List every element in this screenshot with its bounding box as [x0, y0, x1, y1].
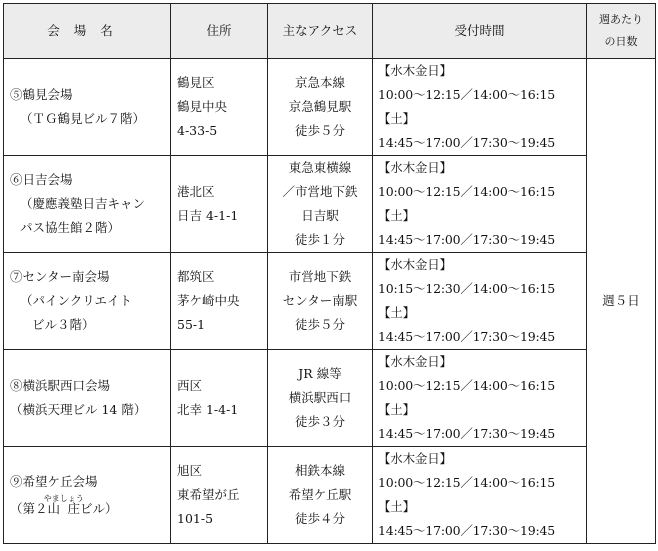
- address-cell: [171, 156, 268, 253]
- access-cell: [268, 156, 373, 253]
- address-ward: 港北区: [177, 184, 215, 199]
- header-hours: 受付時間: [373, 4, 587, 59]
- venue-cell: [4, 350, 171, 447]
- venue-building: （横浜天理ビル 14 階）: [10, 402, 147, 417]
- table-row-hiyoshi: [4, 156, 656, 253]
- venue-building: [10, 494, 170, 521]
- venue-name: ⑨希望ケ丘会場: [10, 473, 98, 489]
- access-line: 京急本線: [294, 75, 345, 90]
- header-address: 住所: [171, 4, 268, 59]
- address-town: 鶴見中央: [177, 99, 228, 114]
- address-number: 55-1: [177, 317, 206, 332]
- hours-weekday-time: 10:00～12:15／14:00～16:15: [378, 475, 555, 490]
- address-town: 北幸 1-4-1: [177, 402, 239, 417]
- hours-weekday-label: 【水木金日】: [378, 354, 452, 369]
- access-line: 東急東横線: [288, 160, 352, 175]
- address-cell: [171, 59, 268, 156]
- header-days-line2: の日数: [604, 35, 638, 48]
- hours-weekday-label: 【水木金日】: [378, 257, 452, 272]
- address-cell: [171, 253, 268, 350]
- access-line-2: ／市営地下鉄: [282, 184, 358, 199]
- venue-building-ruby-reading: やましょう: [43, 493, 84, 503]
- header-access: 主なアクセス: [268, 4, 373, 59]
- venue-table: [3, 3, 656, 544]
- access-line: JR 線等: [298, 366, 342, 381]
- hours-weekday-time: 10:00～12:15／14:00～16:15: [378, 87, 555, 102]
- access-station: 希望ケ丘駅: [288, 487, 352, 502]
- address-number: 101-5: [177, 511, 214, 526]
- hours-saturday-label: 【土】: [378, 208, 415, 223]
- hours-weekday-label: 【水木金日】: [378, 63, 452, 78]
- hours-saturday-time: 14:45～17:00／17:30～19:45: [378, 135, 555, 150]
- hours-saturday-time: 14:45～17:00／17:30～19:45: [378, 232, 555, 247]
- address-cell: [171, 447, 268, 544]
- venue-building-ruby: [43, 493, 84, 516]
- venue-cell: [4, 253, 171, 350]
- access-walk: 徒歩５分: [294, 317, 345, 332]
- hours-saturday-label: 【土】: [378, 305, 415, 320]
- table-row-tsurumi: [4, 59, 656, 156]
- hours-cell: [373, 350, 587, 447]
- venue-building-pre: （第２: [10, 500, 48, 516]
- address-ward: 都筑区: [177, 269, 215, 284]
- hours-weekday-time: 10:15～12:30／14:00～16:15: [378, 281, 555, 296]
- access-station: 横浜駅西口: [288, 390, 352, 405]
- address-ward: 旭区: [177, 463, 203, 478]
- address-town: 東希望が丘: [177, 487, 240, 502]
- hours-cell: [373, 59, 587, 156]
- venue-cell: [4, 447, 171, 544]
- hours-saturday-time: 14:45～17:00／17:30～19:45: [378, 329, 555, 344]
- access-station: 日吉駅: [301, 208, 339, 223]
- venue-cell: [4, 59, 171, 156]
- table-row-kibougaoka: [4, 447, 656, 544]
- table-row-yokohama-west: [4, 350, 656, 447]
- access-line: 相鉄本線: [294, 463, 345, 478]
- access-station: センター南駅: [282, 293, 358, 308]
- hours-weekday-time: 10:00～12:15／14:00～16:15: [378, 378, 555, 393]
- address-town: 日吉 4-1-1: [177, 208, 239, 223]
- header-days-per-week: [587, 4, 656, 59]
- header-row: [4, 4, 656, 59]
- hours-saturday-time: 14:45～17:00／17:30～19:45: [378, 426, 555, 441]
- access-walk: 徒歩１分: [294, 232, 345, 247]
- table-row-center-minami: [4, 253, 656, 350]
- address-town: 茅ケ崎中央: [177, 293, 240, 308]
- hours-weekday-label: 【水木金日】: [378, 451, 452, 466]
- access-cell: [268, 447, 373, 544]
- venue-building: （ＴＧ鶴見ビル７階）: [20, 111, 146, 126]
- access-cell: [268, 59, 373, 156]
- access-cell: [268, 350, 373, 447]
- venue-building: （慶應義塾日吉キャン: [20, 196, 146, 211]
- venue-building-ruby-base: 山庄: [43, 500, 84, 516]
- address-cell: [171, 350, 268, 447]
- hours-saturday-label: 【土】: [378, 111, 415, 126]
- venue-building-cont: ビル３階）: [32, 317, 95, 332]
- access-cell: [268, 253, 373, 350]
- address-ward: 西区: [177, 378, 203, 393]
- days-per-week-cell: 週５日: [587, 59, 656, 544]
- venue-building-post: ビル）: [80, 500, 118, 516]
- venue-name: ⑧横浜駅西口会場: [10, 378, 111, 393]
- hours-saturday-label: 【土】: [378, 499, 415, 514]
- hours-weekday-time: 10:00～12:15／14:00～16:15: [378, 184, 555, 199]
- address-number: 4-33-5: [177, 123, 218, 138]
- venue-name: ⑦センター南会場: [10, 269, 110, 284]
- header-days-line1: 週あたり: [599, 13, 643, 26]
- venue-name: ⑤鶴見会場: [10, 87, 73, 102]
- access-station: 京急鶴見駅: [288, 99, 352, 114]
- hours-cell: [373, 253, 587, 350]
- venue-building: （パインクリエイト: [20, 293, 133, 308]
- venue-name: ⑥日吉会場: [10, 172, 73, 187]
- venue-building-cont: パス協生館２階）: [20, 220, 121, 235]
- address-ward: 鶴見区: [177, 75, 215, 90]
- venue-cell: [4, 156, 171, 253]
- access-walk: 徒歩４分: [294, 511, 345, 526]
- hours-weekday-label: 【水木金日】: [378, 160, 452, 175]
- hours-saturday-label: 【土】: [378, 402, 415, 417]
- hours-cell: [373, 156, 587, 253]
- access-walk: 徒歩３分: [294, 414, 345, 429]
- access-walk: 徒歩５分: [294, 123, 345, 138]
- hours-saturday-time: 14:45～17:00／17:30～19:45: [378, 523, 555, 538]
- hours-cell: [373, 447, 587, 544]
- header-venue: 会場名: [4, 4, 171, 59]
- access-line: 市営地下鉄: [288, 269, 352, 284]
